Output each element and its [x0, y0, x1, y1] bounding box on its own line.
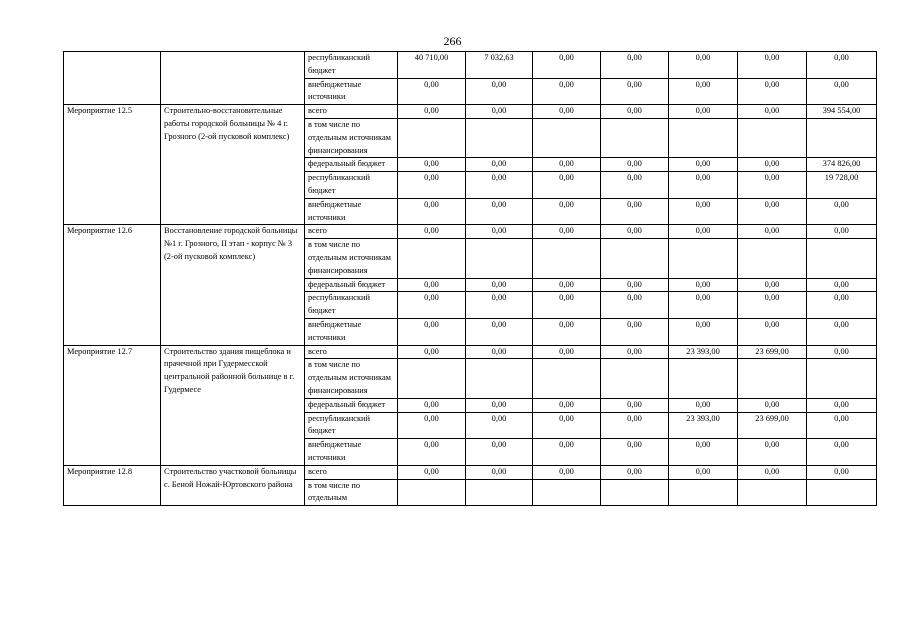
value-cell: 0,00	[669, 465, 738, 479]
value-cell: 0,00	[738, 158, 807, 172]
event-cell: Мероприятие 12.8	[64, 465, 161, 505]
value-cell: 0,00	[807, 439, 877, 466]
value-cell: 0,00	[601, 292, 669, 319]
funding-source-cell: республиканский бюджет	[305, 52, 398, 79]
value-cell: 0,00	[466, 292, 533, 319]
value-cell: 0,00	[533, 318, 601, 345]
value-cell: 0,00	[533, 225, 601, 239]
value-cell	[738, 359, 807, 398]
funding-source-cell: республиканский бюджет	[305, 172, 398, 199]
value-cell: 0,00	[601, 158, 669, 172]
value-cell: 0,00	[466, 158, 533, 172]
value-cell: 0,00	[669, 292, 738, 319]
table-row	[64, 345, 877, 359]
description-cell: Строительство здания пищеблока и прачечной при Гудермесской центральной районной больнице в г. Гудермесе	[161, 345, 305, 465]
value-cell: 0,00	[738, 398, 807, 412]
value-cell: 0,00	[669, 52, 738, 79]
value-cell: 0,00	[601, 345, 669, 359]
value-cell: 0,00	[807, 345, 877, 359]
value-cell	[398, 118, 466, 157]
value-cell: 0,00	[807, 278, 877, 292]
value-cell	[398, 359, 466, 398]
value-cell: 0,00	[533, 345, 601, 359]
table-body	[64, 52, 877, 506]
value-cell	[807, 239, 877, 278]
value-cell: 0,00	[738, 439, 807, 466]
value-cell: 0,00	[807, 398, 877, 412]
funding-source-cell: всего	[305, 345, 398, 359]
value-cell: 0,00	[398, 318, 466, 345]
funding-source-cell: в том числе по отдельным источникам финансирования	[305, 118, 398, 157]
funding-source-cell: внебюджетные источники	[305, 78, 398, 105]
value-cell	[669, 239, 738, 278]
funding-source-cell: республиканский бюджет	[305, 292, 398, 319]
value-cell: 0,00	[601, 318, 669, 345]
value-cell: 0,00	[533, 292, 601, 319]
value-cell	[601, 118, 669, 157]
value-cell: 0,00	[669, 78, 738, 105]
value-cell	[601, 239, 669, 278]
value-cell	[533, 118, 601, 157]
value-cell: 0,00	[738, 225, 807, 239]
value-cell	[601, 479, 669, 506]
value-cell	[398, 479, 466, 506]
value-cell	[466, 239, 533, 278]
funding-source-cell: федеральный бюджет	[305, 278, 398, 292]
value-cell: 0,00	[398, 78, 466, 105]
table-row	[64, 52, 877, 79]
value-cell: 0,00	[738, 278, 807, 292]
event-cell: Мероприятие 12.6	[64, 225, 161, 345]
value-cell: 0,00	[466, 345, 533, 359]
value-cell	[807, 359, 877, 398]
value-cell: 0,00	[807, 292, 877, 319]
value-cell: 0,00	[398, 198, 466, 225]
funding-source-cell: федеральный бюджет	[305, 158, 398, 172]
value-cell: 0,00	[398, 172, 466, 199]
funding-source-cell: в том числе по отдельным источникам финансирования	[305, 359, 398, 398]
value-cell: 0,00	[738, 198, 807, 225]
value-cell: 0,00	[466, 278, 533, 292]
value-cell: 0,00	[533, 172, 601, 199]
value-cell: 0,00	[601, 412, 669, 439]
value-cell: 0,00	[669, 398, 738, 412]
description-cell: Строительство участковой больницы с. Беной Ножай-Юртовского района	[161, 465, 305, 505]
value-cell: 0,00	[466, 172, 533, 199]
funding-source-cell: всего	[305, 465, 398, 479]
page-number: 266	[443, 34, 462, 48]
value-cell: 0,00	[601, 278, 669, 292]
value-cell: 23 699,00	[738, 345, 807, 359]
table-row	[64, 465, 877, 479]
funding-source-cell: федеральный бюджет	[305, 398, 398, 412]
event-cell	[64, 52, 161, 105]
value-cell: 0,00	[669, 105, 738, 119]
value-cell: 0,00	[669, 225, 738, 239]
value-cell: 0,00	[738, 465, 807, 479]
value-cell: 0,00	[398, 278, 466, 292]
value-cell: 40 710,00	[398, 52, 466, 79]
value-cell	[533, 479, 601, 506]
value-cell	[533, 239, 601, 278]
value-cell: 0,00	[533, 198, 601, 225]
table-row	[64, 225, 877, 239]
value-cell: 0,00	[398, 292, 466, 319]
value-cell: 0,00	[601, 105, 669, 119]
value-cell: 0,00	[466, 465, 533, 479]
value-cell: 0,00	[533, 52, 601, 79]
value-cell: 0,00	[669, 278, 738, 292]
value-cell: 23 699,00	[738, 412, 807, 439]
value-cell: 0,00	[601, 398, 669, 412]
value-cell	[738, 479, 807, 506]
value-cell: 0,00	[398, 398, 466, 412]
value-cell: 0,00	[466, 439, 533, 466]
value-cell: 0,00	[807, 465, 877, 479]
value-cell: 0,00	[466, 318, 533, 345]
value-cell: 0,00	[601, 172, 669, 199]
value-cell: 0,00	[807, 412, 877, 439]
value-cell	[807, 118, 877, 157]
funding-source-cell: внебюджетные источники	[305, 439, 398, 466]
value-cell: 19 728,00	[807, 172, 877, 199]
value-cell: 0,00	[533, 398, 601, 412]
value-cell	[669, 118, 738, 157]
value-cell: 0,00	[533, 465, 601, 479]
value-cell	[601, 359, 669, 398]
value-cell: 0,00	[533, 78, 601, 105]
value-cell: 0,00	[601, 52, 669, 79]
value-cell	[466, 359, 533, 398]
value-cell: 0,00	[398, 225, 466, 239]
value-cell	[466, 479, 533, 506]
funding-source-cell: внебюджетные источники	[305, 318, 398, 345]
value-cell: 0,00	[601, 439, 669, 466]
value-cell: 0,00	[601, 225, 669, 239]
value-cell: 0,00	[533, 439, 601, 466]
value-cell: 0,00	[398, 105, 466, 119]
value-cell: 0,00	[466, 198, 533, 225]
value-cell: 0,00	[738, 105, 807, 119]
value-cell	[807, 479, 877, 506]
value-cell: 0,00	[669, 198, 738, 225]
value-cell: 0,00	[807, 198, 877, 225]
value-cell: 0,00	[669, 439, 738, 466]
value-cell	[669, 359, 738, 398]
value-cell: 0,00	[533, 278, 601, 292]
value-cell	[533, 359, 601, 398]
value-cell: 374 826,00	[807, 158, 877, 172]
value-cell	[398, 239, 466, 278]
value-cell: 0,00	[533, 105, 601, 119]
value-cell: 0,00	[738, 292, 807, 319]
value-cell: 0,00	[738, 78, 807, 105]
value-cell: 0,00	[398, 412, 466, 439]
description-cell: Строительно-восстановительные работы городской больницы № 4 г. Грозного (2-ой пусковой комплекс)	[161, 105, 305, 225]
table-row	[64, 105, 877, 119]
budget-table	[63, 51, 877, 506]
value-cell: 0,00	[533, 412, 601, 439]
value-cell: 0,00	[466, 78, 533, 105]
funding-source-cell: внебюджетные источники	[305, 198, 398, 225]
value-cell	[738, 118, 807, 157]
value-cell: 0,00	[466, 225, 533, 239]
value-cell: 23 393,00	[669, 412, 738, 439]
value-cell: 394 554,00	[807, 105, 877, 119]
value-cell: 0,00	[466, 398, 533, 412]
event-cell: Мероприятие 12.5	[64, 105, 161, 225]
value-cell: 0,00	[807, 318, 877, 345]
value-cell: 0,00	[807, 225, 877, 239]
value-cell: 0,00	[533, 158, 601, 172]
value-cell: 0,00	[669, 172, 738, 199]
funding-source-cell: всего	[305, 225, 398, 239]
value-cell: 0,00	[738, 172, 807, 199]
description-cell: Восстановление городской больницы №1 г. Грозного, II этап - корпус № 3 (2-ой пусковой комплекс)	[161, 225, 305, 345]
funding-source-cell: республиканский бюджет	[305, 412, 398, 439]
value-cell: 0,00	[669, 318, 738, 345]
value-cell	[466, 118, 533, 157]
value-cell: 0,00	[807, 78, 877, 105]
value-cell: 0,00	[466, 412, 533, 439]
description-cell	[161, 52, 305, 105]
value-cell: 0,00	[398, 345, 466, 359]
value-cell: 0,00	[601, 78, 669, 105]
value-cell: 0,00	[601, 465, 669, 479]
value-cell	[738, 239, 807, 278]
value-cell: 0,00	[807, 52, 877, 79]
value-cell	[669, 479, 738, 506]
value-cell: 0,00	[466, 105, 533, 119]
value-cell: 0,00	[398, 465, 466, 479]
event-cell: Мероприятие 12.7	[64, 345, 161, 465]
value-cell: 0,00	[601, 198, 669, 225]
funding-source-cell: всего	[305, 105, 398, 119]
value-cell: 0,00	[398, 439, 466, 466]
value-cell: 0,00	[738, 318, 807, 345]
value-cell: 0,00	[669, 158, 738, 172]
funding-source-cell: в том числе по отдельным источникам финансирования	[305, 239, 398, 278]
value-cell: 23 393,00	[669, 345, 738, 359]
value-cell: 7 032,63	[466, 52, 533, 79]
value-cell: 0,00	[738, 52, 807, 79]
funding-source-cell: в том числе по отдельным	[305, 479, 398, 506]
value-cell: 0,00	[398, 158, 466, 172]
